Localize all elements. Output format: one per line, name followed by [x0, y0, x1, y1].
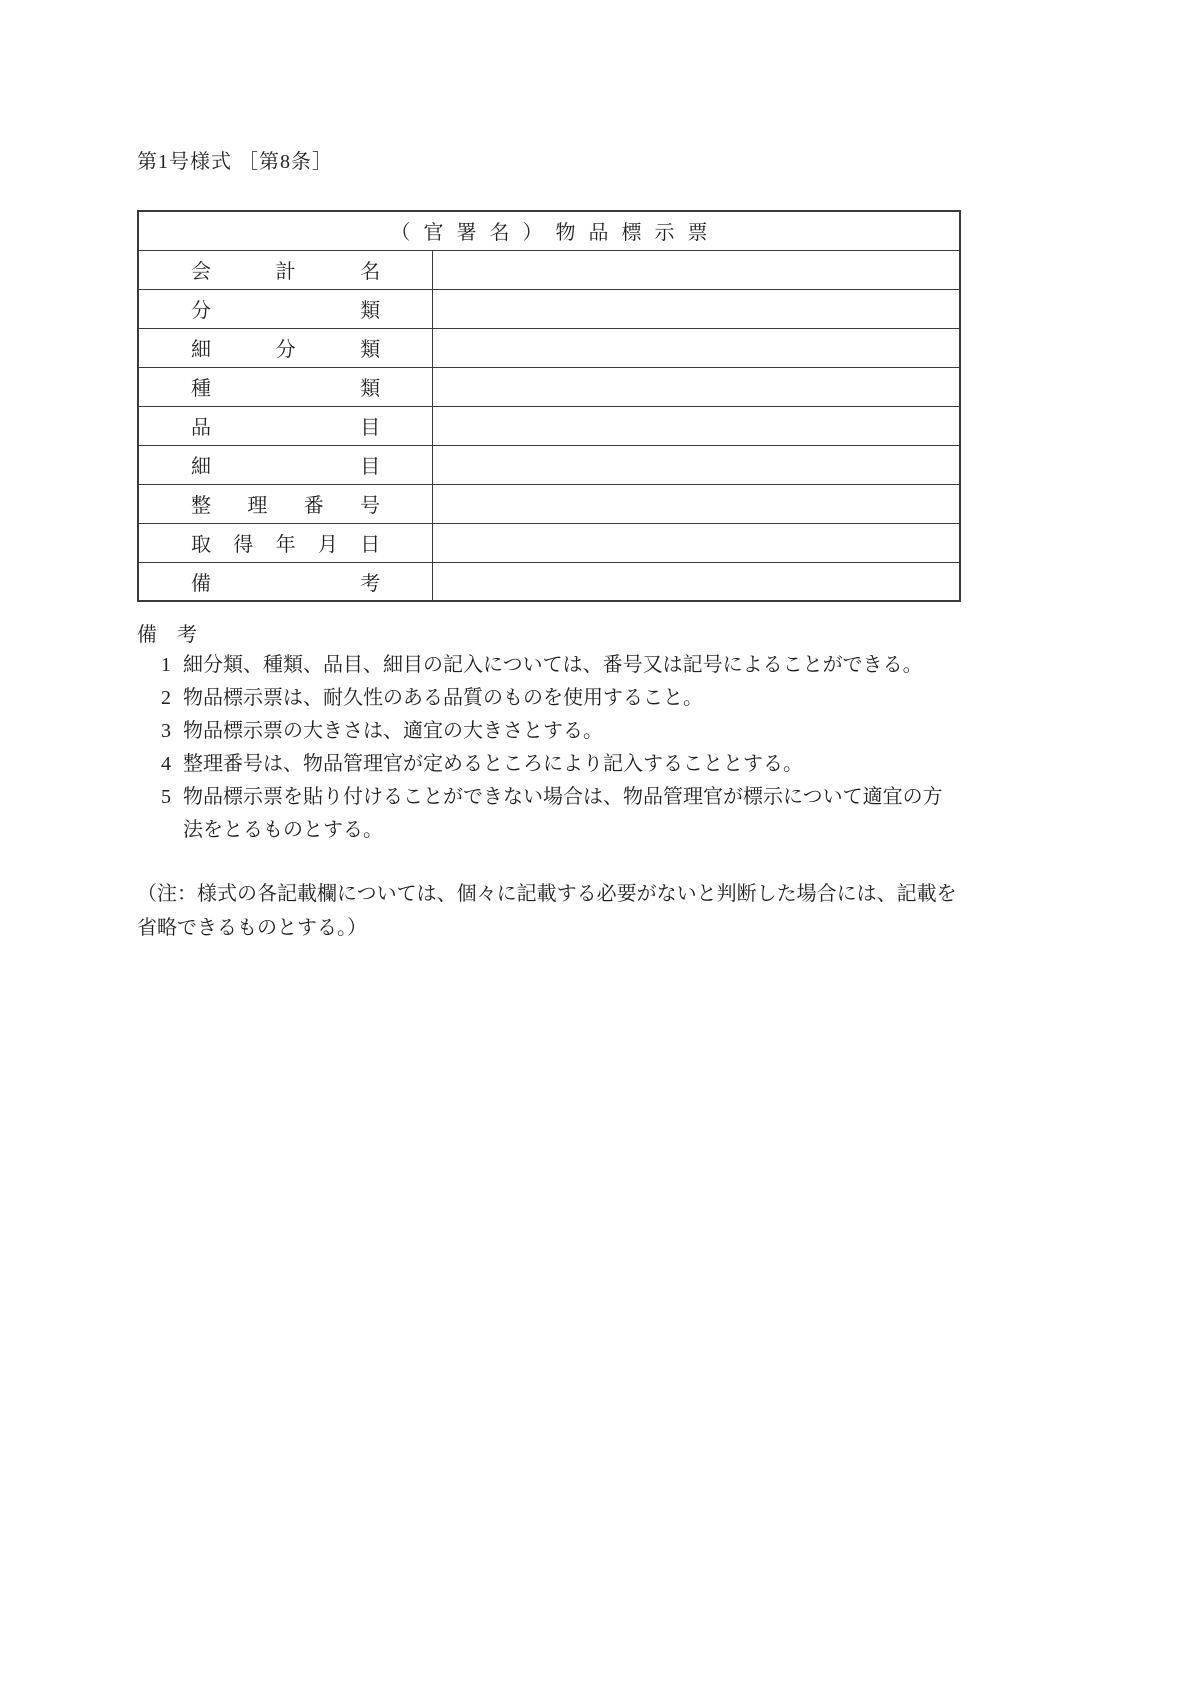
note-text: 物品標示票の大きさは、適宜の大きさとする。	[183, 720, 603, 742]
row-label: 備 考	[191, 572, 381, 595]
row-label-cell	[138, 445, 433, 484]
row-label-cell	[138, 562, 433, 601]
note-item-5	[137, 781, 961, 847]
note-text: 物品標示票は、耐久性のある品質のものを使用すること。	[183, 687, 703, 709]
note-item-3	[137, 715, 961, 748]
row-label: 会 計 名	[191, 261, 381, 283]
table-row-classification	[138, 289, 960, 328]
row-label-cell	[138, 484, 433, 523]
note-number: 5	[161, 786, 171, 808]
row-value-cell	[433, 445, 960, 484]
table-row-detail	[138, 445, 960, 484]
row-label: 分 類	[191, 300, 381, 322]
table-title-row	[138, 211, 960, 250]
note-text: 整理番号は、物品管理官が定めるところにより記入することとする。	[183, 753, 803, 775]
goods-label-table	[137, 210, 961, 602]
row-label: 取 得 年 月 日	[191, 534, 381, 556]
row-value-cell	[433, 367, 960, 406]
notes-list	[137, 649, 961, 847]
row-label-cell	[138, 523, 433, 562]
note-item-1	[137, 649, 961, 682]
note-number: 3	[161, 720, 171, 742]
row-value-cell	[433, 289, 960, 328]
row-label-cell	[138, 289, 433, 328]
row-label: 整 理 番 号	[191, 495, 381, 517]
note-item-4	[137, 748, 961, 781]
table-row-item	[138, 406, 960, 445]
row-value-cell	[433, 406, 960, 445]
row-value-cell	[433, 523, 960, 562]
row-value-cell	[433, 484, 960, 523]
note-text: 物品標示票を貼り付けることができない場合は、物品管理官が標示について適宜の方法をとるものとする。	[183, 786, 943, 841]
row-label: 品 目	[191, 417, 381, 439]
table-row-sub-classification	[138, 328, 960, 367]
row-label-cell	[138, 367, 433, 406]
row-label: 細 分 類	[191, 339, 381, 361]
row-label-cell	[138, 406, 433, 445]
table-row-kind	[138, 367, 960, 406]
note-number: 2	[161, 687, 171, 709]
note-item-2	[137, 682, 961, 715]
row-label: 種 類	[191, 378, 381, 400]
footnote: （注：様式の各記載欄については、個々に記載する必要がないと判断した場合には、記載を省略できるものとする。）	[137, 883, 957, 939]
note-number: 4	[161, 753, 171, 775]
row-label-cell	[138, 328, 433, 367]
notes-heading: 備 考	[137, 624, 197, 646]
table-row-reference-number	[138, 484, 960, 523]
row-value-cell	[433, 562, 960, 601]
table-row-acquisition-date	[138, 523, 960, 562]
note-number: 1	[161, 654, 171, 676]
row-value-cell	[433, 328, 960, 367]
table-row-account-name	[138, 250, 960, 289]
form-number-label: 第1号様式 ［第8条］	[137, 151, 333, 173]
table-row-remarks	[138, 562, 960, 601]
row-label: 細 目	[191, 456, 381, 478]
row-value-cell	[433, 250, 960, 289]
document-content	[137, 145, 961, 945]
table-title: （官署名）物品標示票	[138, 211, 960, 250]
row-label-cell	[138, 250, 433, 289]
note-text: 細分類、種類、品目、細目の記入については、番号又は記号によることができる。	[183, 654, 923, 676]
